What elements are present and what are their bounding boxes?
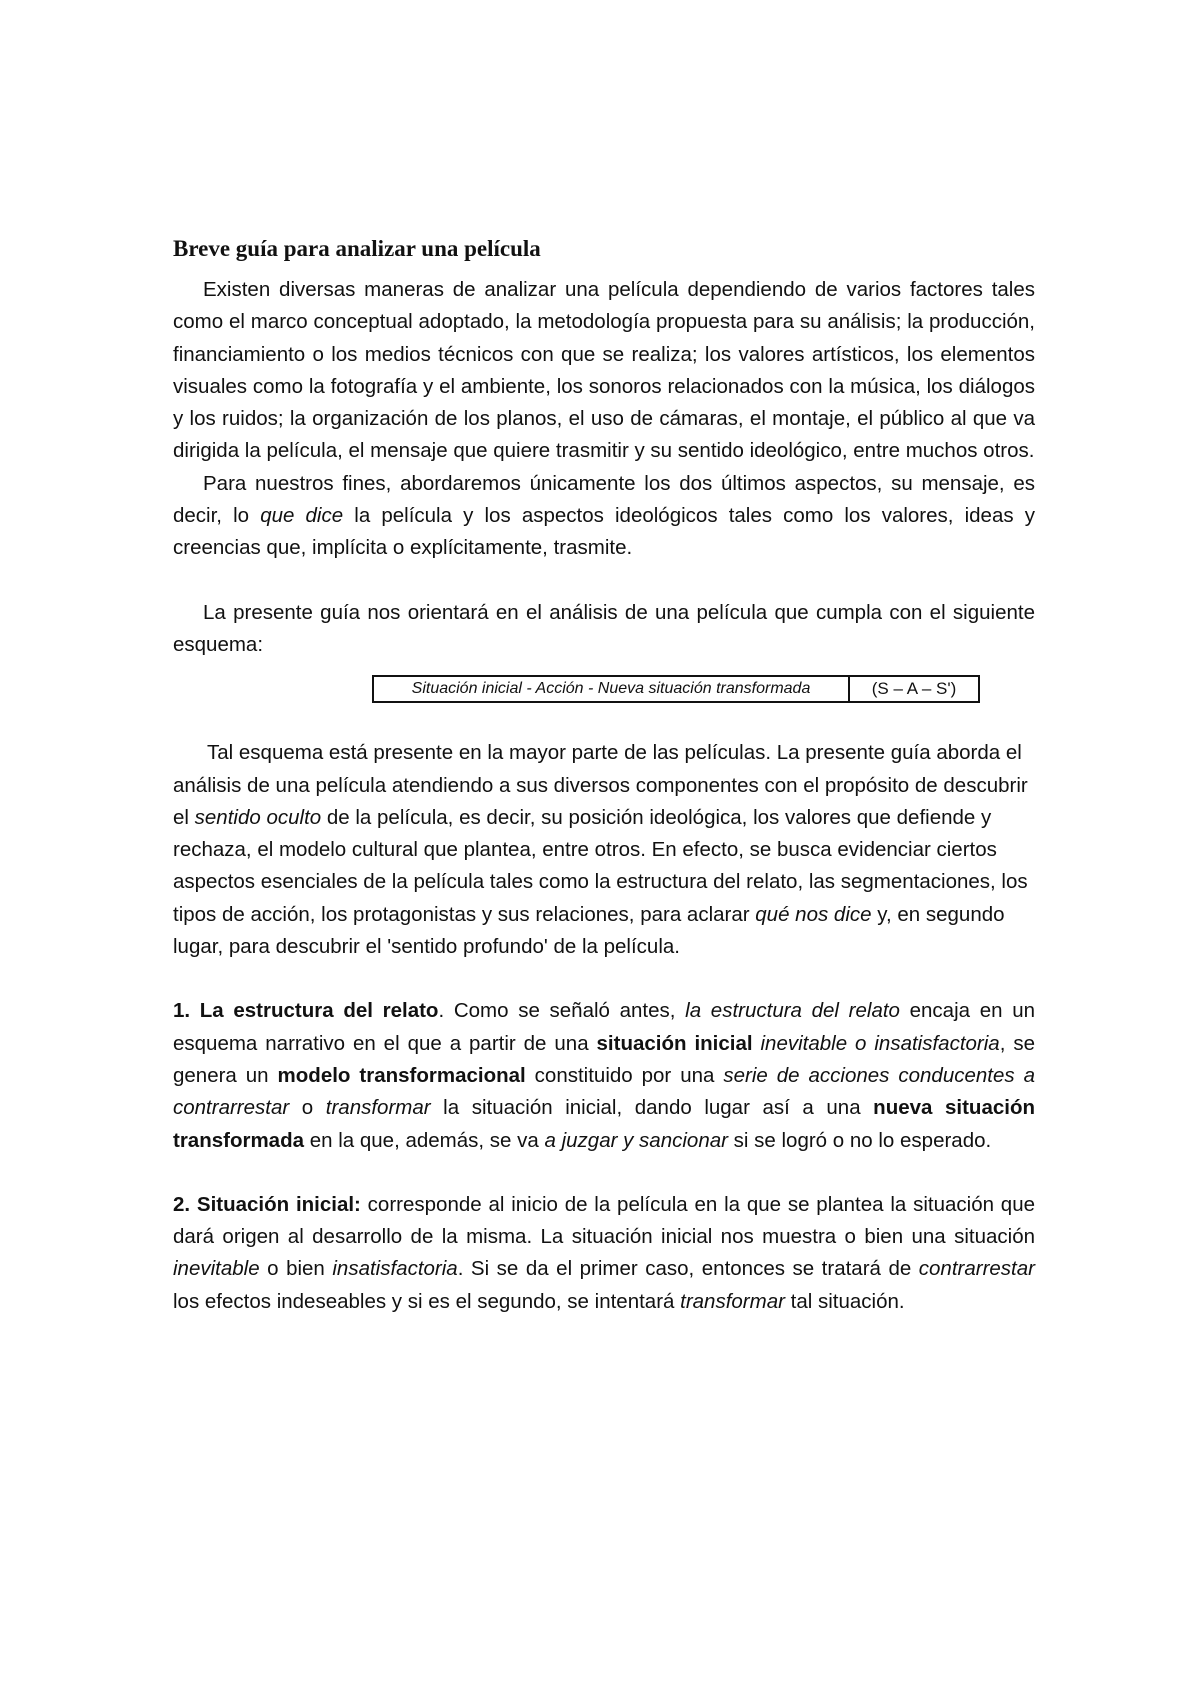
section-1-emphasis-4: transformar <box>325 1096 431 1120</box>
document-body <box>173 233 1035 1318</box>
section-2-text-5: tal situación. <box>784 1289 905 1313</box>
section-2-emphasis-2: insatisfactoria <box>332 1257 458 1281</box>
body-paragraph-4 <box>173 737 1035 963</box>
scheme-table-wrapper <box>173 675 1035 703</box>
section-1-paragraph <box>173 995 1035 1156</box>
section-1-bold-1: situación inicial <box>596 1031 753 1055</box>
section-1-emphasis-5: a juzgar y sancionar <box>544 1128 728 1152</box>
body-paragraph-4-emphasis-2: qué nos dice <box>755 902 872 926</box>
section-2-text-1: corresponde al inicio de la película en la que se plantea la situación que dará origen al desarrollo de la misma. La situación inicial nos muestra o bien una situación <box>173 1192 1035 1249</box>
section-1-text-5: constituido por una <box>525 1063 724 1087</box>
intro-paragraph-2 <box>173 468 1035 565</box>
section-1-bold-2: modelo transformacional <box>277 1063 526 1087</box>
body-paragraph-4-text-a: Tal esquema está presente en la mayor parte de las películas. La presente guía aborda el análisis de una película atendiendo a sus diversos componentes con el propósito de descubrir el <box>173 741 1028 829</box>
section-1-emphasis-1: la estructura del relato <box>685 999 900 1023</box>
section-1-emphasis-3: serie de acciones conducentes a contrarrestar <box>173 1063 1035 1120</box>
intro-paragraph-3 <box>173 597 1035 662</box>
section-1-text-6: o <box>289 1096 326 1120</box>
document-title: Breve guía para analizar una película <box>173 236 541 261</box>
section-1-text-1: . Como se señaló antes, <box>438 999 686 1023</box>
body-paragraph-4-emphasis-1: sentido oculto <box>194 805 322 829</box>
body-paragraph-4-text-c: y, en segundo lugar, para descubrir el 'sentido profundo' de la película. <box>173 902 1005 959</box>
section-2-text-2: o bien <box>259 1257 333 1281</box>
section-2-paragraph <box>173 1189 1035 1318</box>
section-1-heading: 1. La estructura del relato <box>173 999 439 1023</box>
section-1-text-2: encaja en un esquema narrativo en el que a partir de una <box>173 999 1036 1055</box>
section-1-text-9: si se logró o no lo esperado. <box>727 1128 992 1152</box>
section-1-text-4: , se genera un <box>173 1031 1035 1087</box>
intro-paragraph-2-emphasis: que dice <box>260 504 344 528</box>
intro-paragraph-3-text: La presente guía nos orientará en el análisis de una película que cumpla con el siguiente esquema: <box>173 600 1035 656</box>
section-2-text-4: los efectos indeseables y si es el segundo, se intentará <box>173 1289 681 1313</box>
scheme-formula-cell: (S – A – S') <box>849 676 979 702</box>
section-1-text-8: en la que, además, se va <box>304 1128 545 1152</box>
section-1-text-3 <box>753 1032 761 1055</box>
section-2-emphasis-3: contrarrestar <box>918 1257 1035 1281</box>
body-paragraph-4-text-b: de la película, es decir, su posición ideológica, los valores que defiende y rechaza, el modelo cultural que plantea, entre otros. En efecto, se busca evidenciar ciertos aspectos esenciales de la película tales como la estructura del relato, las segmentaciones, los tipos de acción, los protagonistas y sus relaciones, para aclarar <box>173 805 1028 926</box>
scheme-table-row <box>373 676 979 702</box>
scheme-table <box>372 675 980 703</box>
section-1-bold-3: nueva situación transformada <box>173 1096 1035 1152</box>
intro-paragraph-2-text-b: la película y los aspectos ideológicos tales como los valores, ideas y creencias que, implícita o explícitamente, trasmite. <box>173 504 1035 560</box>
intro-paragraph-1 <box>173 274 1035 468</box>
section-1-text-7: la situación inicial, dando lugar así a una <box>430 1096 874 1120</box>
section-2-heading: 2. Situación inicial: <box>173 1192 361 1216</box>
section-2-emphasis-1: inevitable <box>173 1257 260 1281</box>
intro-paragraph-2-text-a: Para nuestros fines, abordaremos únicamente los dos últimos aspectos, su mensaje, es decir, lo <box>173 471 1035 528</box>
section-1-emphasis-2: inevitable o insatisfactoria <box>760 1031 1000 1055</box>
intro-paragraph-1-text: Existen diversas maneras de analizar una película dependiendo de varios factores tales como el marco conceptual adoptado, la metodología propuesta para su análisis; la producción, financiamiento o los medios técnicos con que se realiza; los valores artísticos, los elementos visuales como la fotografía y el ambiente, los sonoros relacionados con la música, los diálogos y los ruidos; la organización de los planos, el uso de cámaras, el montaje, el público al que va dirigida la película, el mensaje que quiere trasmitir y su sentido ideológico, entre muchos otros. <box>173 278 1035 463</box>
section-2-emphasis-4: transformar <box>680 1289 785 1313</box>
scheme-description-cell: Situación inicial - Acción - Nueva situación transformada <box>373 676 849 702</box>
section-2-text-3: . Si se da el primer caso, entonces se tratará de <box>457 1257 919 1281</box>
